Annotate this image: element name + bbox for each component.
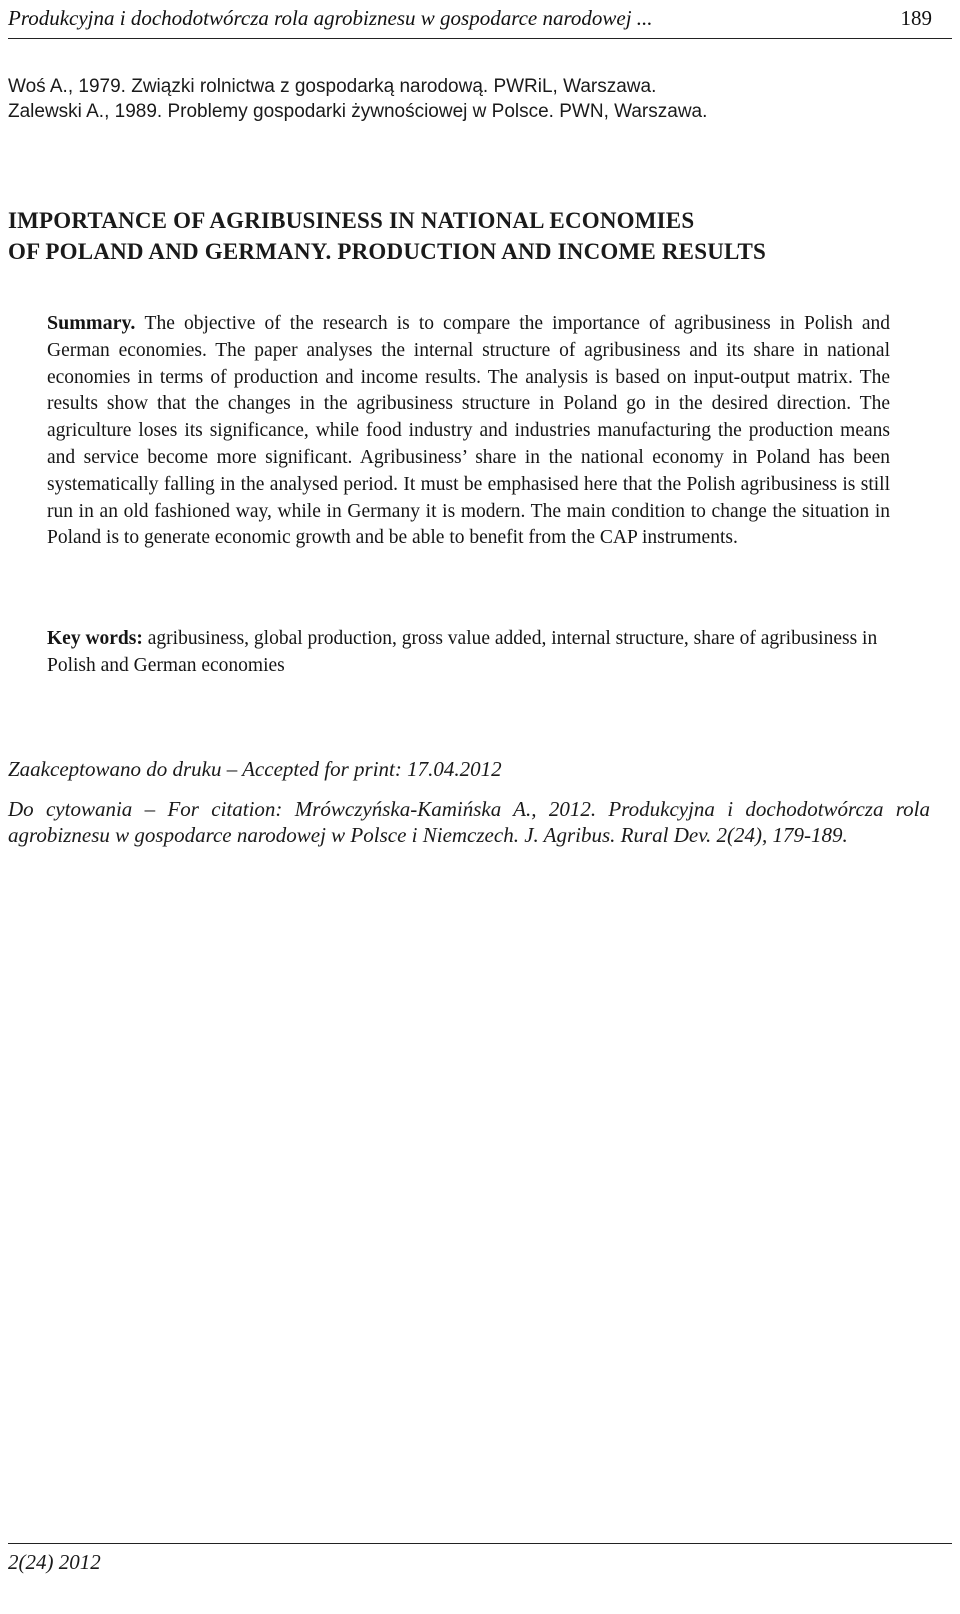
article-title (8, 205, 938, 267)
running-header (8, 4, 952, 39)
reference-item: Woś A., 1979. Związki rolnictwa z gospodarką narodową. PWRiL, Warszawa. (8, 76, 657, 97)
page-number: 189 (900, 6, 932, 30)
reference-list (8, 74, 938, 124)
summary-label: Summary. (47, 312, 145, 334)
reference-item: Zalewski A., 1989. Problemy gospodarki żywnościowej w Polsce. PWN, Warszawa. (8, 101, 708, 122)
keywords-text: agribusiness, global production, gross value added, internal structure, share of agribusiness in Polish and German economies (47, 628, 878, 676)
summary-paragraph (47, 310, 890, 552)
summary-text: The objective of the research is to compare the importance of agribusiness in Polish and German economies. The paper analyses the internal structure of agribusiness and its share in national economies in terms of production and income results. The analysis is based on input-output matrix. The results show that the changes in the agribusiness structure in Poland go in the desired direction. The agriculture loses its significance, while food industry and industries manufacturing the production means and service become more significant. Agribusiness’ share in the national economy in Poland has been systematically falling in the analysed period. It must be emphasised here that the Polish agribusiness is still run in an old fashioned way, while in Germany it is modern. The main condition to change the situation in Poland is to generate economic growth and be able to benefit from the CAP instruments. (47, 313, 890, 549)
footer-divider (8, 1543, 952, 1544)
running-title: Produkcyjna i dochodotwórcza rola agrobiznesu w gospodarce narodowej ... (8, 6, 653, 30)
keywords-label: Key words: (47, 628, 148, 649)
citation: Do cytowania – For citation: Mrówczyńska-Kamińska A., 2012. Produkcyjna i dochodotwórcza rola agrobiznesu w gospodarce narodowej w Polsce i Niemczech. J. Agribus. Rural Dev. 2(24), 179-189. (8, 797, 930, 847)
article-title-line: IMPORTANCE OF AGRIBUSINESS IN NATIONAL ECONOMIES (8, 208, 695, 233)
article-title-line: OF POLAND AND GERMANY. PRODUCTION AND INCOME RESULTS (8, 239, 766, 264)
accepted-date: Zaakceptowano do druku – Accepted for print: 17.04.2012 (8, 757, 502, 781)
issue-footer: 2(24) 2012 (8, 1550, 101, 1574)
keywords-paragraph (47, 626, 890, 680)
